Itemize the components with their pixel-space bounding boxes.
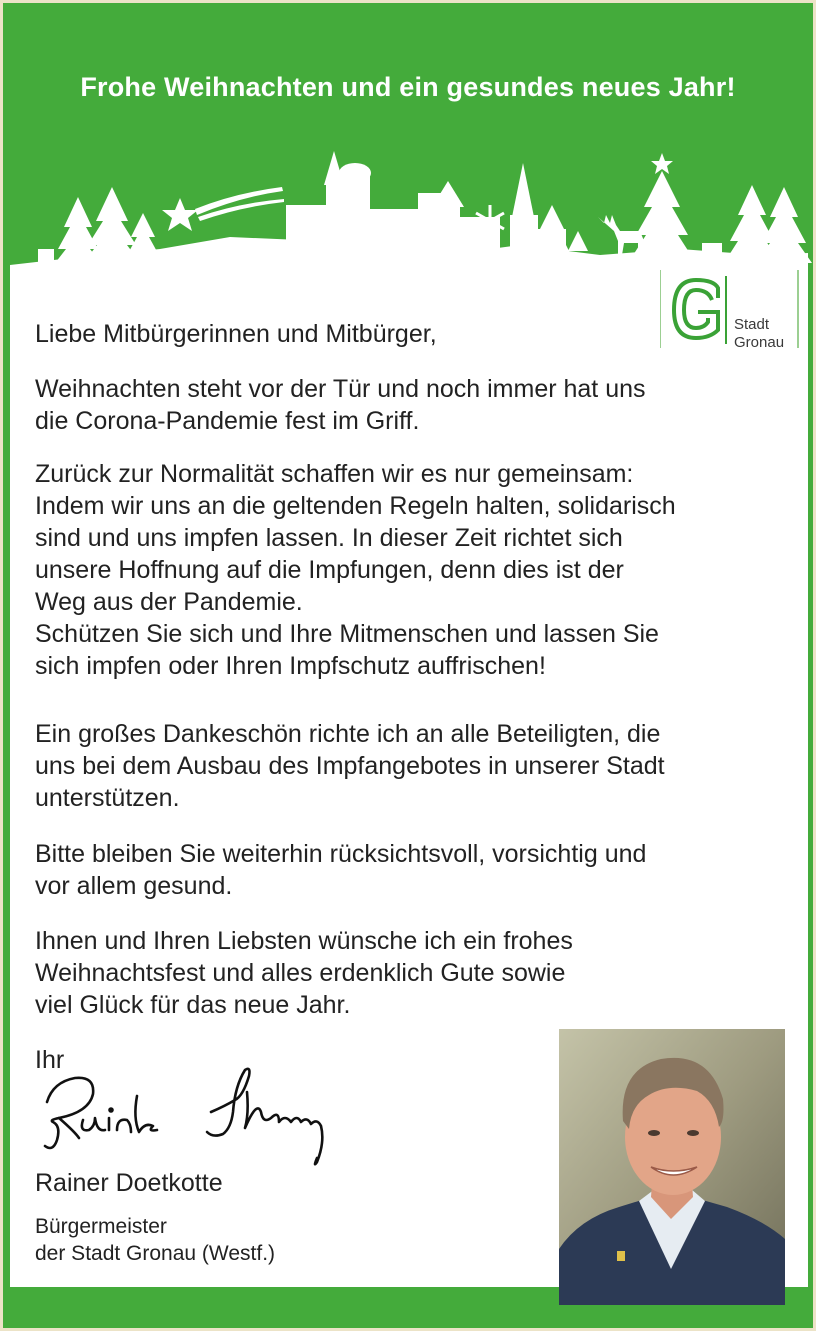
- paragraph-line: unterstützen.: [35, 784, 180, 812]
- logo-text: [734, 316, 784, 352]
- paragraph-line: uns bei dem Ausbau des Impfangebotes in unserer Stadt: [35, 752, 665, 780]
- paragraph-line: Weg aus der Pandemie.: [35, 588, 303, 616]
- mayor-portrait-photo: [559, 1029, 785, 1305]
- paragraph-line: Indem wir uns an die geltenden Regeln halten, solidarisch: [35, 492, 676, 520]
- logo-line-gronau: Gronau: [734, 334, 785, 351]
- paragraph-line: Schützen Sie sich und Ihre Mitmenschen und lassen Sie: [35, 620, 659, 648]
- signatory-title: [35, 1213, 275, 1267]
- logo-line-stadt: Stadt: [734, 316, 770, 333]
- paragraph-line: Weihnachtsfest und alles erdenklich Gute sowie: [35, 959, 566, 987]
- christmas-skyline-illustration: [0, 145, 816, 275]
- salutation: Liebe Mitbürgerinnen und Mitbürger,: [35, 320, 437, 348]
- paragraph-line: Ein großes Dankeschön richte ich an alle Beteiligten, die: [35, 720, 661, 748]
- handwritten-signature: [35, 1062, 335, 1177]
- signatory-title-line: der Stadt Gronau (Westf.): [35, 1242, 276, 1265]
- paragraph-4: [35, 838, 646, 902]
- paragraph-2: [35, 458, 676, 682]
- paragraph-line: Weihnachten steht vor der Tür und noch immer hat uns: [35, 375, 646, 403]
- paragraph-5: [35, 925, 573, 1021]
- paragraph-line: vor allem gesund.: [35, 872, 233, 900]
- paragraph-1: [35, 373, 646, 437]
- banner-title: Frohe Weihnachten und ein gesundes neues Jahr!: [80, 72, 736, 102]
- signatory-name: Rainer Doetkotte: [35, 1169, 223, 1197]
- paragraph-line: unsere Hoffnung auf die Impfungen, denn dies ist der: [35, 556, 624, 584]
- paragraph-line: viel Glück für das neue Jahr.: [35, 991, 351, 1019]
- signatory-title-line: Bürgermeister: [35, 1215, 167, 1238]
- paragraph-line: Bitte bleiben Sie weiterhin rücksichtsvoll, vorsichtig und: [35, 840, 647, 868]
- paragraph-line: die Corona-Pandemie fest im Griff.: [35, 407, 420, 435]
- closing: Ihr: [35, 1046, 65, 1074]
- paragraph-line: Zurück zur Normalität schaffen wir es nur gemeinsam:: [35, 460, 634, 488]
- paragraph-3: [35, 718, 665, 814]
- paragraph-line: sind und uns impfen lassen. In dieser Zeit richtet sich: [35, 524, 623, 552]
- paragraph-line: Ihnen und Ihren Liebsten wünsche ich ein frohes: [35, 927, 573, 955]
- paragraph-line: sich impfen oder Ihren Impfschutz auffrischen!: [35, 652, 546, 680]
